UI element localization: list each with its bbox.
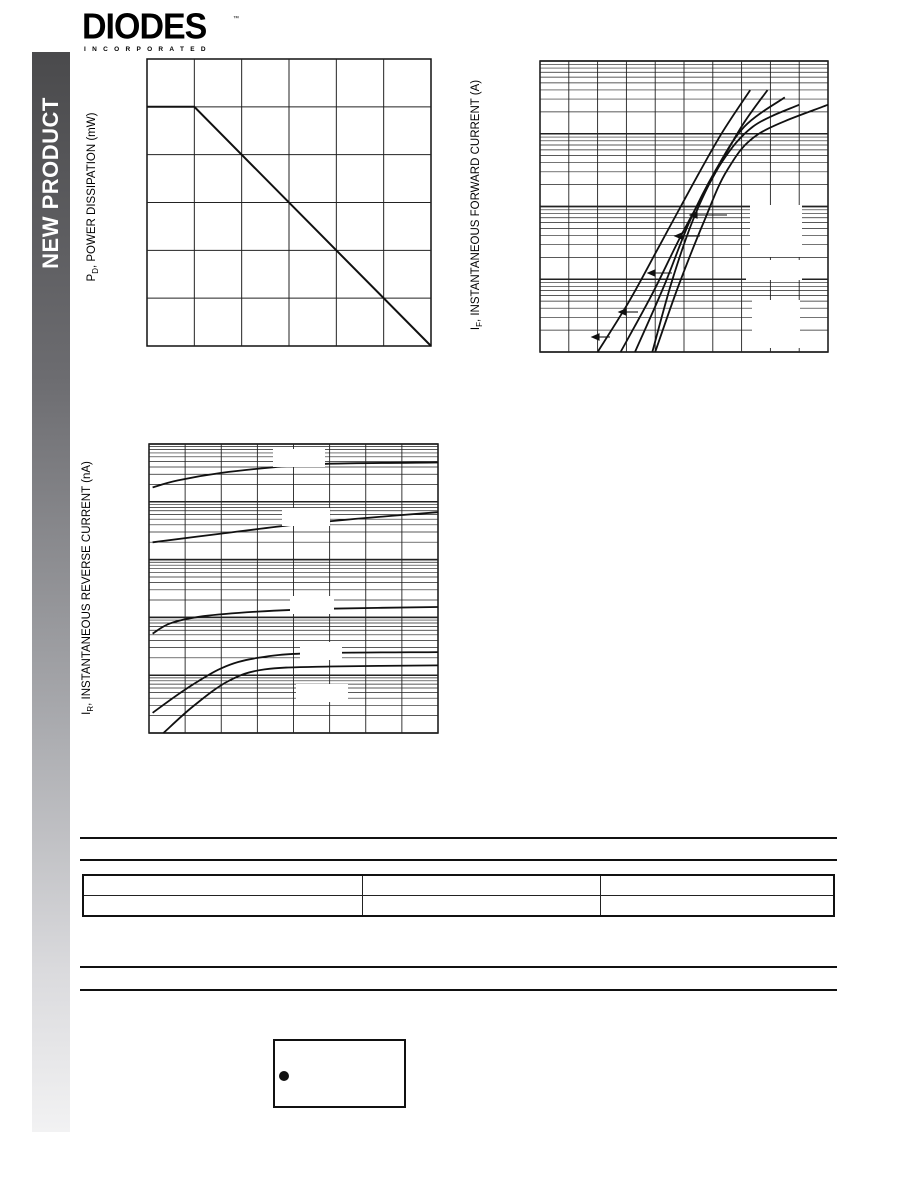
table-row — [83, 896, 834, 917]
pin1-dot-icon — [279, 1071, 289, 1081]
series-line-1 — [621, 90, 768, 352]
logo-trademark: ™ — [233, 16, 239, 22]
table-cell — [363, 875, 601, 896]
table-cell — [83, 896, 363, 917]
section-rule-mid-2 — [80, 989, 837, 991]
if-subscript: F — [475, 322, 485, 327]
table-row — [83, 875, 834, 896]
table-cell — [601, 896, 835, 917]
pd-text: , POWER DISSIPATION (mW) — [85, 112, 98, 269]
if-symbol: I — [469, 326, 482, 331]
forward-chart-annotation-arrows — [592, 212, 727, 340]
table-cell — [601, 875, 835, 896]
ir-symbol: I — [80, 711, 93, 715]
reverse-chart-legend-mask — [273, 449, 348, 702]
table-cell — [363, 896, 601, 917]
logo-subtext: INCORPORATED — [84, 46, 212, 53]
logo-wordmark: DIODES — [82, 7, 207, 47]
section-rule-top-2 — [80, 859, 837, 861]
table-cell — [83, 875, 363, 896]
ir-subscript: R — [86, 705, 96, 712]
forward-chart-legend-mask — [746, 205, 802, 348]
reverse-current-chart — [149, 444, 438, 733]
section-rule-mid-1 — [80, 966, 837, 968]
pd-subscript: D — [91, 268, 101, 274]
section-rule-top-1 — [80, 837, 837, 839]
ordering-info-table — [82, 874, 835, 917]
marking-diagram-box — [273, 1039, 406, 1108]
power-derating-chart — [147, 59, 431, 346]
pd-symbol: P — [85, 273, 98, 282]
ir-text: , INSTANTANEOUS REVERSE CURRENT (nA) — [80, 461, 93, 706]
sidebar-label: NEW PRODUCT — [38, 97, 63, 269]
if-text: , INSTANTANEOUS FORWARD CURRENT (A) — [469, 79, 482, 323]
